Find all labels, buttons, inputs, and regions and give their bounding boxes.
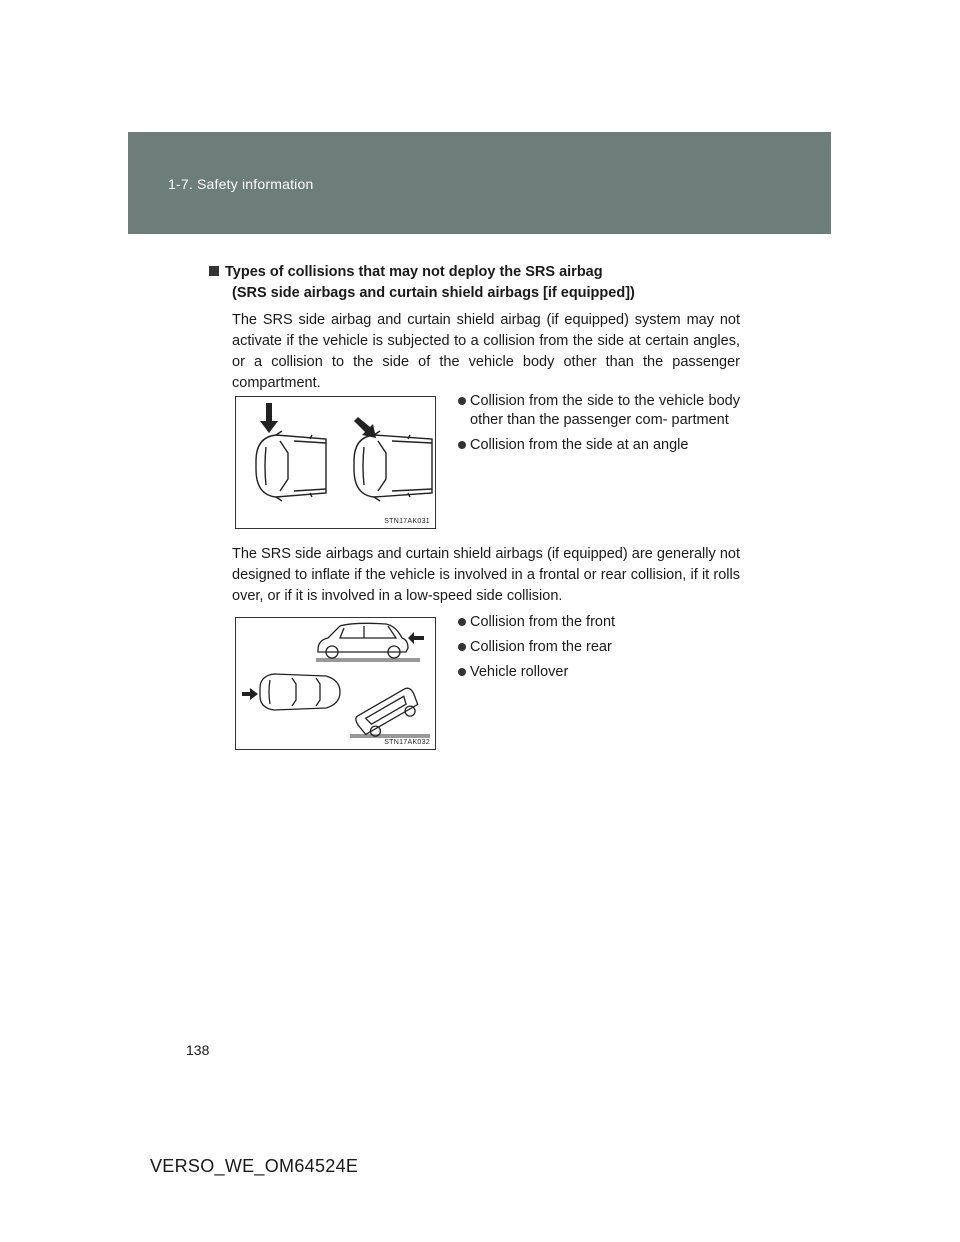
- car-top-view-icon: [256, 431, 326, 501]
- arrow-down-icon: [260, 403, 278, 433]
- ground-icon: [350, 734, 430, 738]
- document-code: VERSO_WE_OM64524E: [150, 1156, 359, 1176]
- heading-line-1: Types of collisions that may not deploy the SRS airbag: [225, 264, 603, 280]
- bullet-list-other-collisions: [458, 613, 740, 688]
- car-side-view-icon: [318, 623, 408, 658]
- header-bar: [128, 132, 831, 234]
- bullet-list-side-collisions: [458, 392, 740, 461]
- list-item: Vehicle rollover: [458, 663, 740, 682]
- side-collision-illustration: [236, 397, 435, 528]
- car-rollover-icon: [354, 686, 423, 741]
- paragraph-not-designed-to-inflate: The SRS side airbags and curtain shield airbags (if equipped) are generally not designed to inflate if the vehicle is involved in a frontal or rear collision, if it rolls over, or if it is involved in a low-speed side collision.: [232, 546, 740, 604]
- car-top-view-icon: [260, 674, 340, 710]
- list-item: Collision from the front: [458, 613, 740, 632]
- list-item: Collision from the rear: [458, 638, 740, 657]
- heading-line-2: (SRS side airbags and curtain shield airbags [if equipped]): [232, 285, 635, 301]
- figure-code: STN17AK032: [384, 739, 430, 746]
- front-rear-rollover-illustration: [236, 618, 435, 749]
- paragraph-side-airbag-conditions: The SRS side airbag and curtain shield airbag (if equipped) system may not activate if the vehicle is subjected to a collision from the side at certain angles, or a collision to the side of the vehicle body other than the passenger compartment.: [232, 312, 740, 391]
- section-label: 1-7. Safety information: [168, 176, 314, 192]
- bullet-dot-icon: [458, 668, 466, 676]
- figure-front-rear-rollover: [235, 617, 436, 750]
- figure-side-collision: [235, 396, 436, 529]
- page-number: 138: [186, 1042, 210, 1058]
- list-item: Collision from the side at an angle: [458, 436, 740, 455]
- bullet-dot-icon: [458, 643, 466, 651]
- arrow-left-icon: [408, 632, 424, 644]
- car-top-view-icon: [354, 431, 432, 501]
- figure-code: STN17AK031: [384, 518, 430, 525]
- section-heading: [207, 262, 747, 304]
- bullet-dot-icon: [458, 618, 466, 626]
- arrow-right-icon: [242, 688, 258, 700]
- bullet-dot-icon: [458, 397, 466, 405]
- square-bullet-icon: [209, 266, 219, 276]
- bullet-dot-icon: [458, 441, 466, 449]
- arrow-diagonal-icon: [354, 417, 376, 438]
- list-item: Collision from the side to the vehicle body other than the passenger com- partment: [458, 392, 740, 430]
